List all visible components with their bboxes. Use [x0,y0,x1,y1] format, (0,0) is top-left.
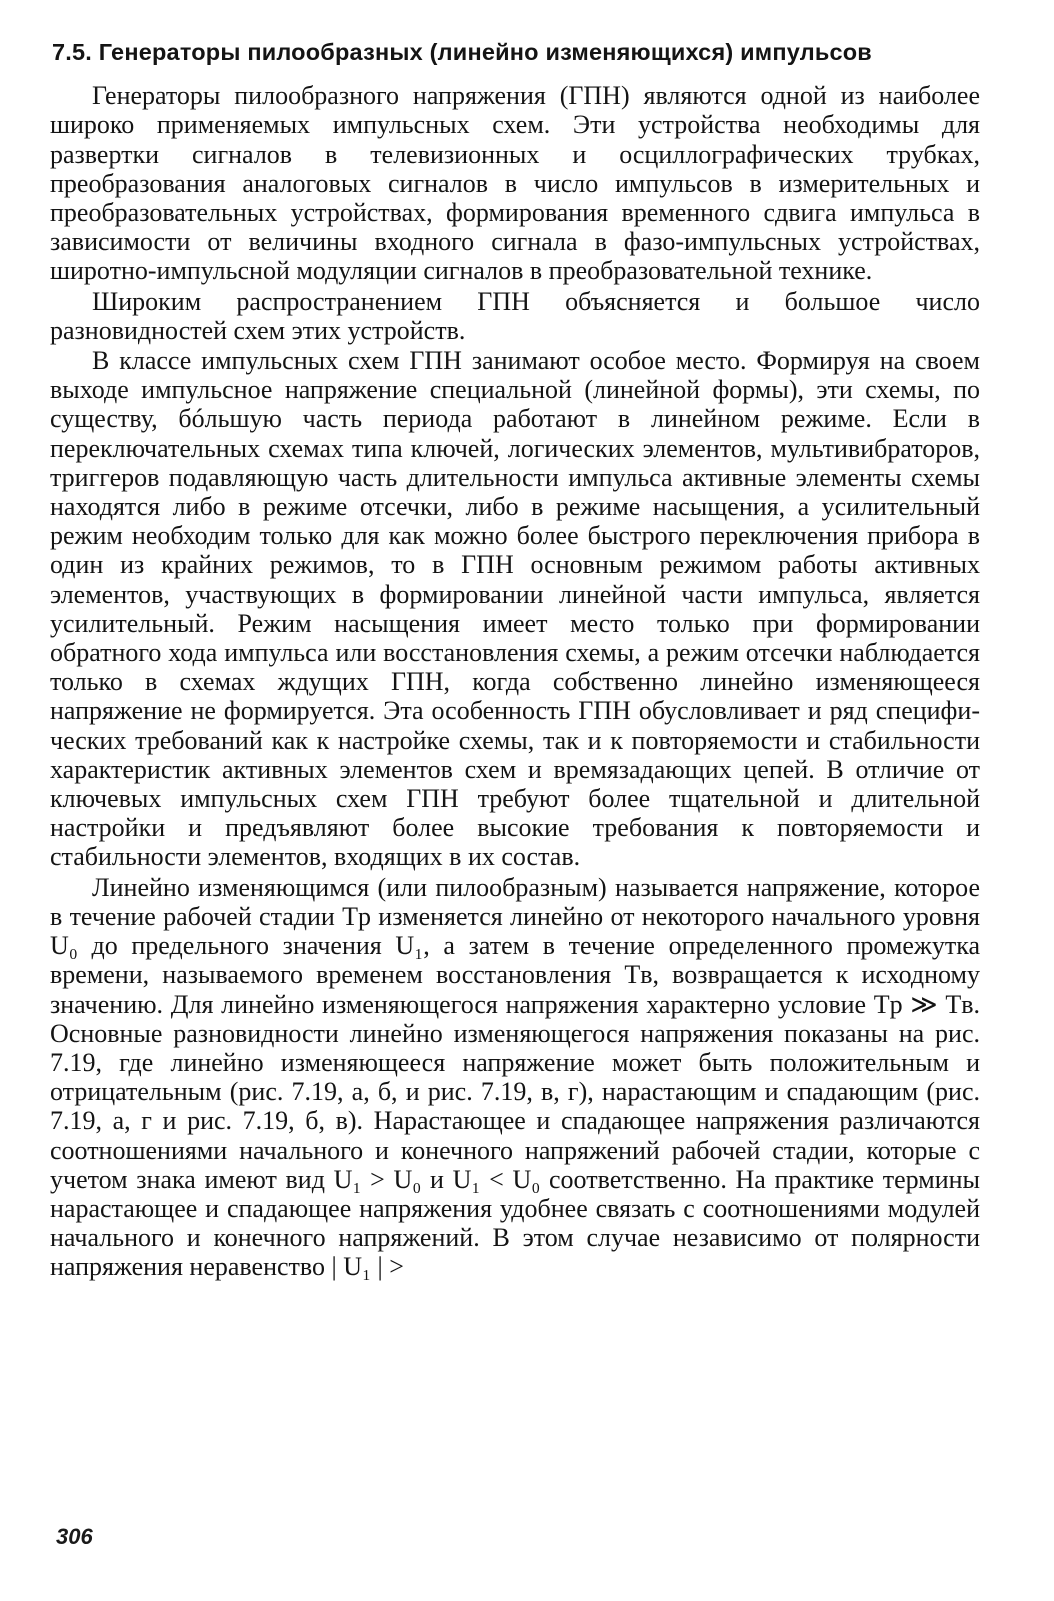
paragraph-3: В классе импульсных схем ГПН занимают особое место. Формируя на своем выходе импульсное напряжение специальной (линейной формы), эти схемы, по существу, бóльшую часть периода работают в линейном режиме. Если в переключательных схемах типа ключей, логических элементов, мультивибраторов, триггеров подавляющую часть длительности импульса активные элементы схемы находятся либо в режиме отсечки, либо в режиме насыщения, а усилительный режим необходим только для как можно более быстрого переключения прибора в один из крайних режимов, то в ГПН основным режимом работы активных элементов, участвующих в формировании линейной части импульса, является усилительный. Режим насыщения имеет место только при формировании обратного хода импульса или восстановления схемы, а режим отсечки наблюдается только в схемах ждущих ГПН, когда собственно линейно изменяющееся напряжение не формируется. Эта особенность ГПН обусловливает и ряд специфических требований как к настройке схемы, так и к повторяемости и стабильности характеристик активных элементов схем и времязадающих цепей. В отличие от ключевых импульсных схем ГПН требуют более тщательной и длительной настройки и предъявляют более высокие требования к повторяемости и стабильности элементов, входящих в их состав. [50,346,980,872]
paragraph-2: Широким распространением ГПН объясняется и большое число разновидностей схем этих устройств. [50,286,980,345]
section-heading: 7.5. Генераторы пилообразных (линейно изменяющихся) импульсов [52,39,872,65]
paragraph-1: Генераторы пилообразного напряжения (ГПН) являются одной из наиболее широко применяемых импульсных схем. Эти устройства необходимы для развертки сигналов в телевизионных и осциллографических трубках, преобразования аналоговых сигналов в число импульсов в измерительных и преобразовательных устройствах, формирования временного сдвига импульса в зависимости от величины входного сигнала в фазо-импульсных устройствах, широтно-импульсной модуляции сигналов в преобразовательной технике. [50,81,980,286]
page-body [50,38,980,1282]
page-number: 306 [56,1524,93,1549]
paragraph-4: Линейно изменяющимся (или пилообразным) называется напряжение, которое в течение рабочей стадии Tр изменяется линейно от некоторого начального уровня U₀ до предельного значения U₁, а затем в течение определенного промежутка времени, называемого временем восстановления Tв, возвращается к исходному значению. Для линейно изменяющегося напряжения характерно условие Tр ≫ Tв. Основные разновидности линейно изменяющегося напряжения показаны на рис. 7.19, где линейно изменяющееся напряжение может быть положительным и отрицательным (рис. 7.19, а, б, и рис. 7.19, в, г), нарастающим и спадающим (рис. 7.19, а, г и рис. 7.19, б, в). Нарастающее и спадающее напряжения различаются соотношениями начального и конечного напряжений рабочей стадии, которые с учетом знака имеют вид U₁ > U₀ и U₁ < U₀ соответственно. На практике термины нарастающее и спадающее напряжения удобнее связать с соотношениями модулей начального и конечного напряжений. В этом случае независимо от полярности напряжения неравенство | U₁ | > [50,872,980,1282]
